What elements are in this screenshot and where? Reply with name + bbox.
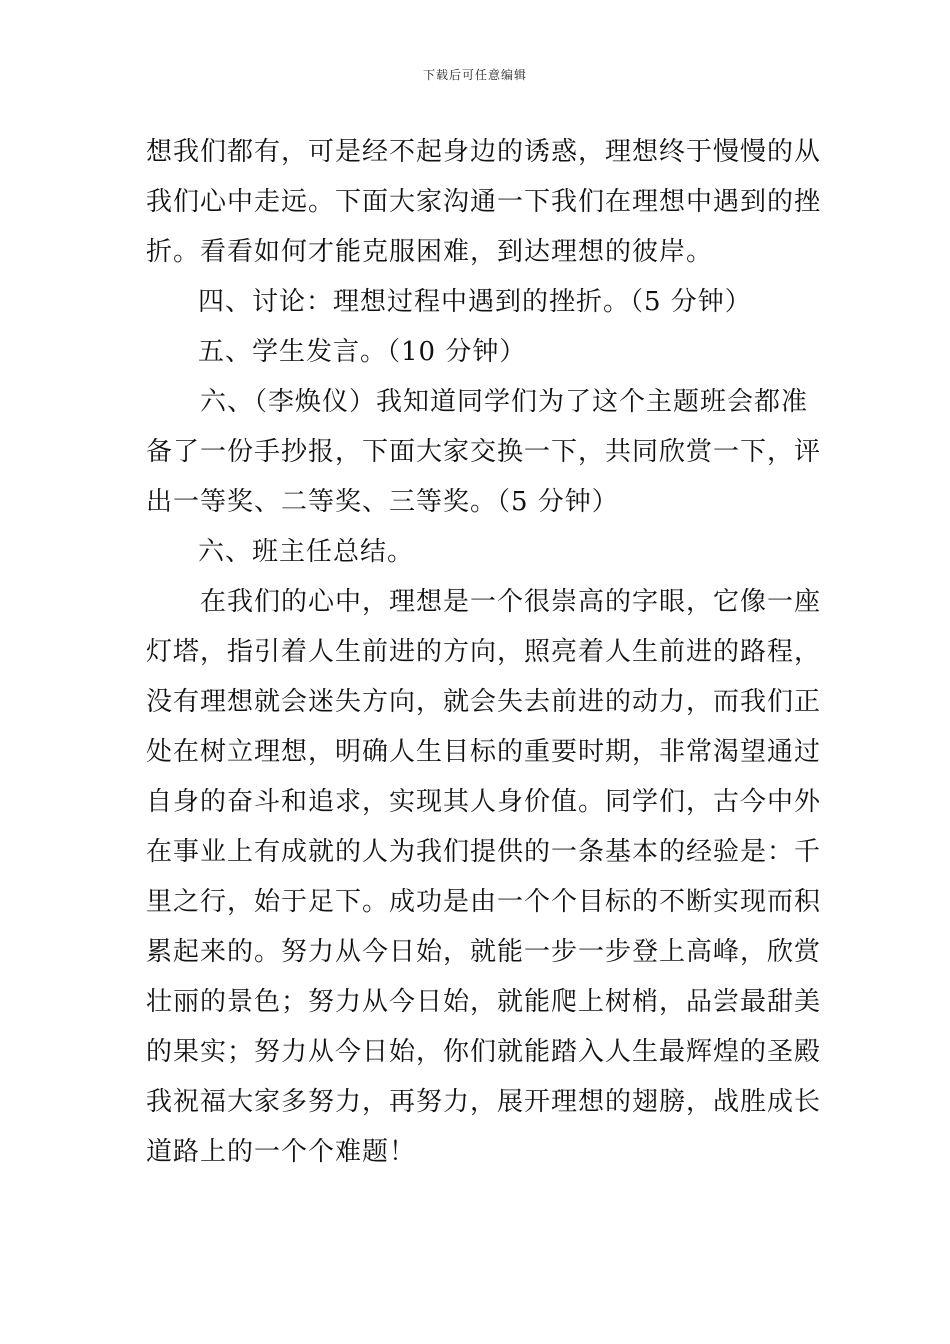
document-body	[146, 127, 822, 1177]
body-line-13: 处在树立理想，明确人生目标的重要时期，非常渴望通过	[146, 737, 822, 767]
body-line-11: 灯塔，指引着人生前进的方向，照亮着人生前进的路程，	[146, 637, 822, 667]
body-line-5: 五、学生发言。（10 分钟）	[198, 337, 527, 367]
body-line-6: 六、（李焕仪）我知道同学们为了这个主题班会都准	[200, 387, 809, 417]
body-line-19: 的果实；努力从今日始，你们就能踏入人生最辉煌的圣殿	[146, 1037, 822, 1067]
body-line-21: 道路上的一个个难题！	[146, 1137, 417, 1167]
body-line-12: 没有理想就会迷失方向，就会失去前进的动力，而我们正	[146, 687, 822, 717]
body-line-7: 备了一份手抄报，下面大家交换一下，共同欣赏一下，评	[146, 437, 822, 467]
body-line-3: 折。看看如何才能克服困难，到达理想的彼岸。	[146, 237, 714, 267]
body-line-15: 在事业上有成就的人为我们提供的一条基本的经验是：千	[146, 837, 822, 867]
body-line-4: 四、讨论：理想过程中遇到的挫折。（5 分钟）	[198, 287, 752, 317]
body-line-9: 六、班主任总结。	[198, 537, 415, 567]
body-line-1: 想我们都有，可是经不起身边的诱惑，理想终于慢慢的从	[146, 137, 822, 167]
body-line-18: 壮丽的景色；努力从今日始，就能爬上树梢，品尝最甜美	[146, 987, 822, 1017]
body-line-17: 累起来的。努力从今日始，就能一步一步登上高峰，欣赏	[146, 937, 822, 967]
body-line-2: 我们心中走远。下面大家沟通一下我们在理想中遇到的挫	[146, 187, 822, 217]
body-line-16: 里之行，始于足下。成功是由一个个目标的不断实现而积	[146, 887, 822, 917]
body-line-10: 在我们的心中，理想是一个很崇高的字眼，它像一座	[200, 587, 822, 617]
body-line-14: 自身的奋斗和追求，实现其人身价值。同学们，古今中外	[146, 787, 822, 817]
body-line-20: 我祝福大家多努力，再努力，展开理想的翅膀，战胜成长	[146, 1087, 822, 1117]
body-line-8: 出一等奖、二等奖、三等奖。（5 分钟）	[146, 487, 619, 517]
header-note: 下载后可任意编辑	[422, 68, 527, 82]
